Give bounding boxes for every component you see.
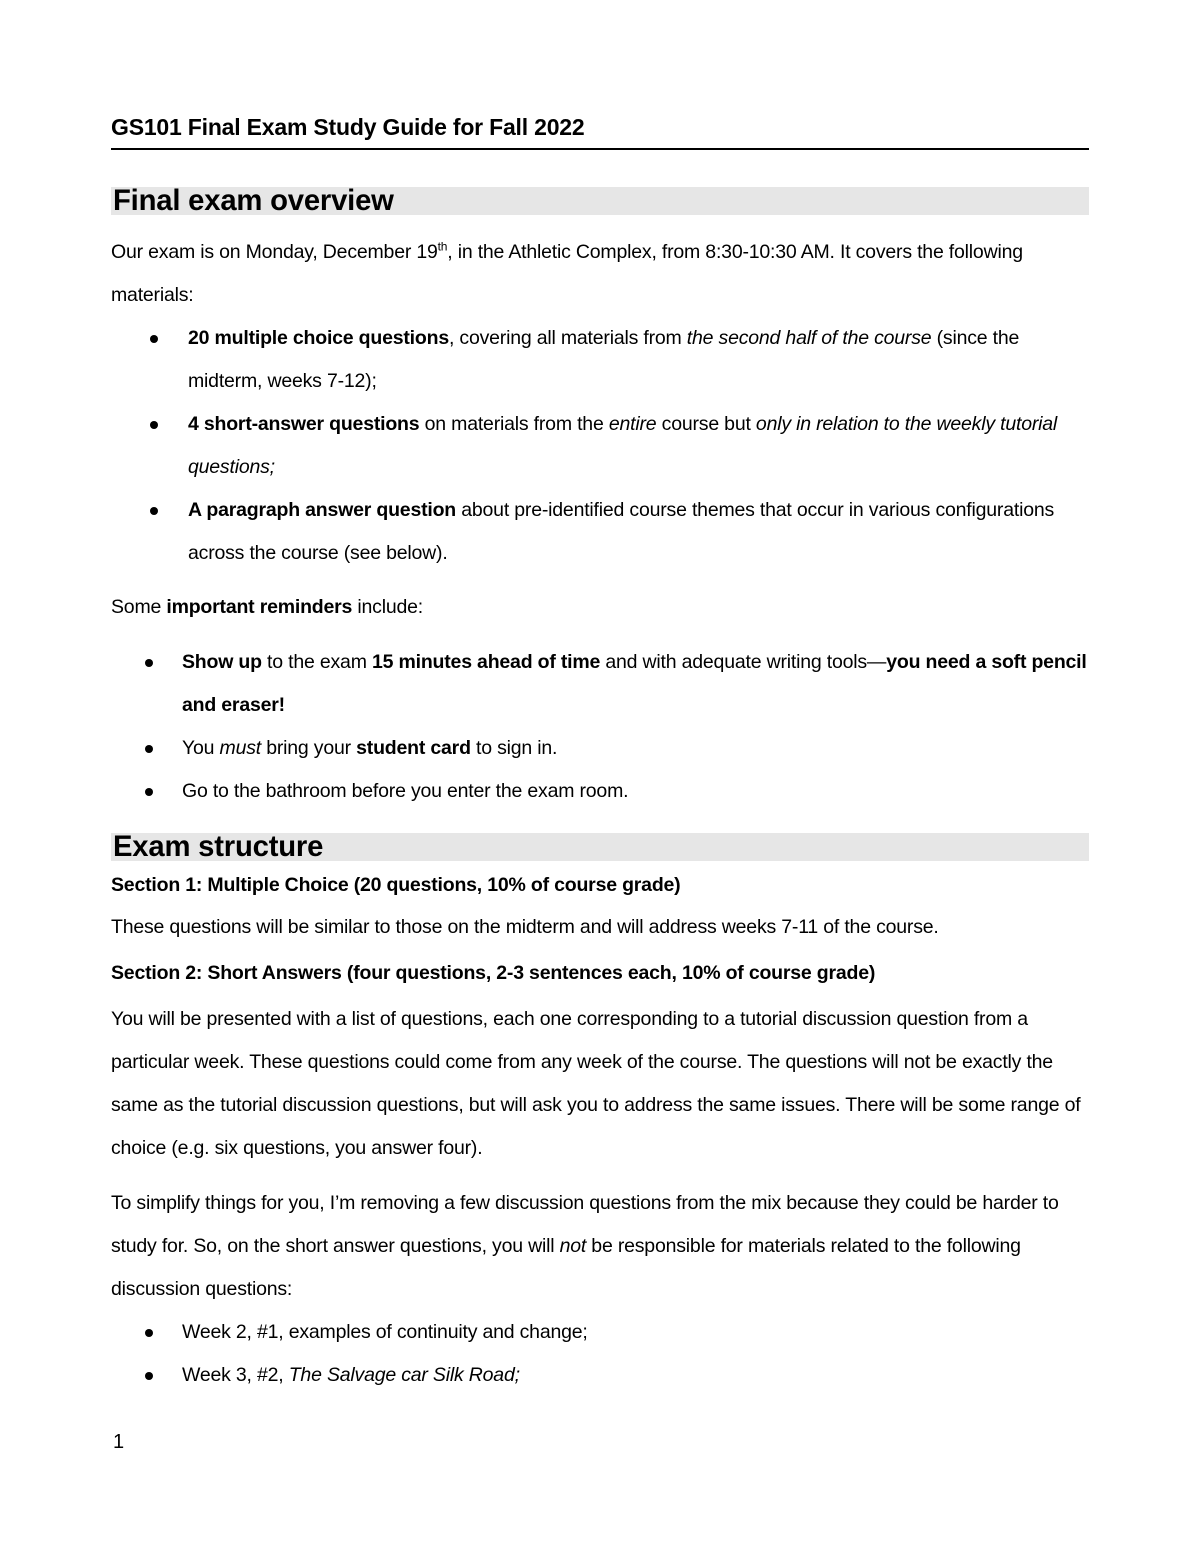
list-item: 20 multiple choice questions, covering all materials from the second half of the course (since the midterm, weeks 7-12); — [111, 317, 1089, 403]
simplify-paragraph: To simplify things for you, I’m removing a few discussion questions from the mix because they could be harder to study for. So, on the short answer questions, you will not be responsible for materials related to the following discussion questions: — [111, 1192, 1059, 1300]
list-item: Go to the bathroom before you enter the exam room. — [111, 770, 1089, 813]
reminders-list — [111, 641, 1089, 813]
reminders-intro: Some important reminders include: — [111, 596, 424, 618]
section2-label: Section 2: Short Answers (four questions, 2-3 sentences each, 10% of course grade) — [111, 962, 876, 984]
list-item: 4 short-answer questions on materials from the entire course but only in relation to the weekly tutorial questions; — [111, 403, 1089, 489]
section1-label: Section 1: Multiple Choice (20 questions, 10% of course grade) — [111, 874, 681, 896]
section-heading-structure: Exam structure — [111, 833, 1089, 861]
page-number: 1 — [113, 1431, 125, 1453]
section1-text: These questions will be similar to those on the midterm and will address weeks 7-11 of the course. — [111, 916, 939, 938]
overview-intro: Our exam is on Monday, December 19th, in the Athletic Complex, from 8:30-10:30 AM. It covers the following materials: — [111, 239, 1023, 306]
document-body — [111, 112, 1089, 1397]
document-title: GS101 Final Exam Study Guide for Fall 2022 — [111, 112, 1089, 150]
list-item: Week 2, #1, examples of continuity and change; — [111, 1311, 1089, 1354]
list-item: Show up to the exam 15 minutes ahead of time and with adequate writing tools—you need a soft pencil and eraser! — [111, 641, 1089, 727]
excluded-questions-list — [111, 1311, 1089, 1397]
list-item: Week 3, #2, The Salvage car Silk Road; — [111, 1354, 1089, 1397]
section-heading-overview: Final exam overview — [111, 187, 1089, 215]
materials-list — [111, 317, 1089, 575]
list-item: You must bring your student card to sign in. — [111, 727, 1089, 770]
section2-text: You will be presented with a list of questions, each one corresponding to a tutorial discussion question from a particular week. These questions could come from any week of the course. The questions will not be exactly the same as the tutorial discussion questions, but will ask you to address the same issues. There will be some range of choice (e.g. six questions, you answer four). — [111, 1008, 1081, 1159]
list-item: A paragraph answer question about pre-identified course themes that occur in various configurations across the course (see below). — [111, 489, 1089, 575]
